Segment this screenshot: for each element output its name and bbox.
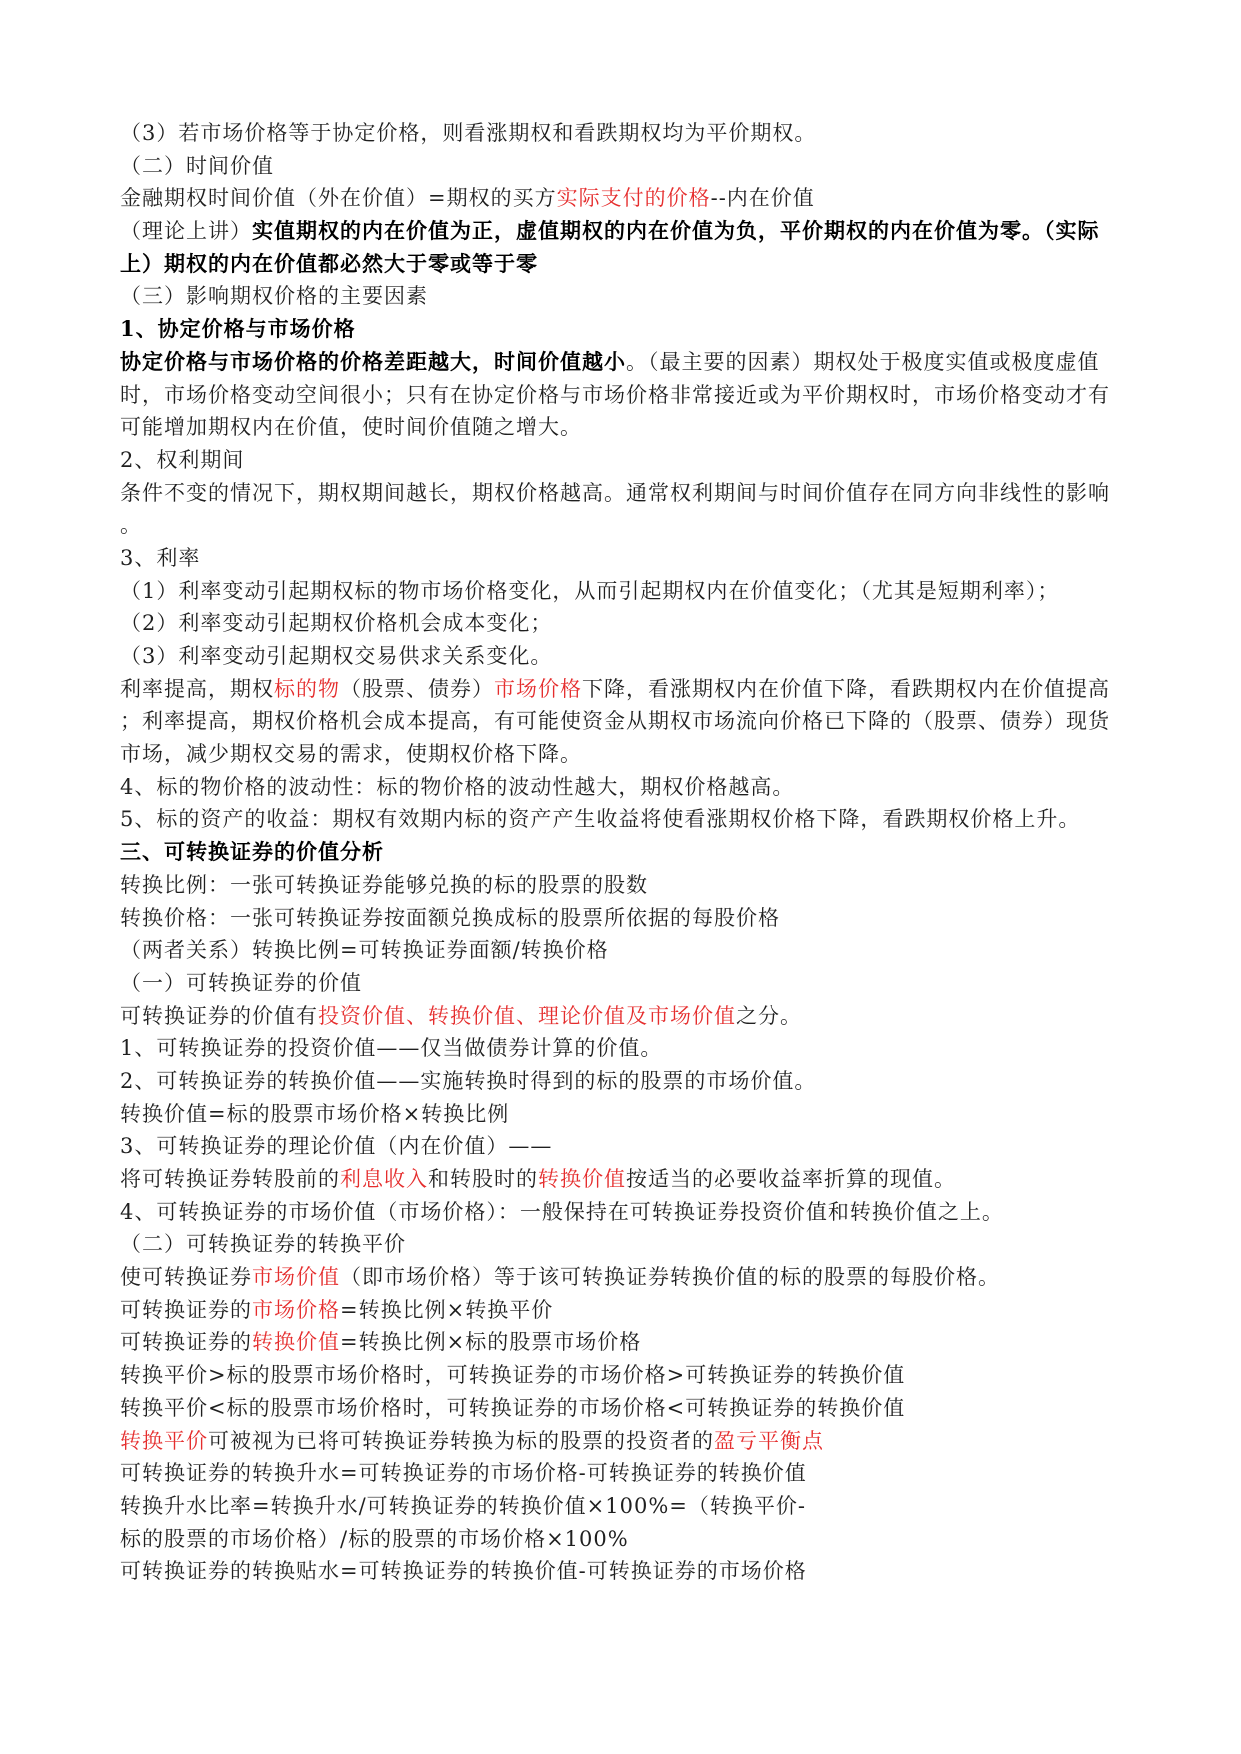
text-segment: 转换价值=标的股票市场价格×转换比例 bbox=[120, 1101, 510, 1126]
text-segment: （二）时间价值 bbox=[120, 153, 274, 178]
text-line bbox=[120, 1065, 1120, 1098]
text-segment: =转换比例×转换平价 bbox=[340, 1297, 554, 1322]
text-line bbox=[120, 182, 1120, 215]
text-segment: 2、可转换证券的转换价值——实施转换时得到的标的股票的市场价值。 bbox=[120, 1068, 817, 1093]
item-heading bbox=[120, 542, 1120, 575]
text-segment: 1、可转换证券的投资价值——仅当做债券计算的价值。 bbox=[120, 1036, 663, 1061]
text-segment: 可转换证券的转换贴水=可转换证券的转换价值-可转换证券的市场价格 bbox=[120, 1559, 807, 1584]
text-line bbox=[120, 771, 1120, 804]
text-segment: 条件不变的情况下，期权期间越长，期权价格越高。通常权利期间与时间价值存在同方向非线性的影响 bbox=[120, 480, 1110, 505]
text-segment: 使可转换证券 bbox=[120, 1265, 252, 1290]
highlighted-text: 盈亏平衡点 bbox=[714, 1428, 824, 1453]
text-line bbox=[120, 1261, 1120, 1294]
text-line bbox=[120, 477, 1120, 510]
text-segment: 之分。 bbox=[736, 1003, 802, 1028]
text-segment: 转换比例：一张可转换证券能够兑换的标的股票的股数 bbox=[120, 872, 648, 897]
text-line bbox=[120, 738, 1120, 771]
text-segment: 时，市场价格变动空间很小；只有在协定价格与市场价格非常接近或为平价期权时，市场价格变动才有 bbox=[120, 382, 1110, 407]
text-segment: --内在价值 bbox=[710, 186, 815, 211]
bold-text: 三、可转换证券的价值分析 bbox=[120, 839, 384, 865]
text-line bbox=[120, 248, 1120, 281]
subsection-heading bbox=[120, 967, 1120, 1000]
formula-line bbox=[120, 1457, 1120, 1490]
formula-line bbox=[120, 1523, 1120, 1556]
text-segment: （三）影响期权价格的主要因素 bbox=[120, 284, 428, 309]
text-line bbox=[120, 1163, 1120, 1196]
text-segment: （即市场价格）等于该可转换证券转换价值的标的股票的每股价格。 bbox=[340, 1265, 1000, 1290]
highlighted-text: 市场价格 bbox=[494, 676, 582, 701]
highlighted-text: 投资价值、转换价值、理论价值及市场价值 bbox=[318, 1003, 736, 1028]
text-segment: （1）利率变动引起期权标的物市场价格变化，从而引起期权内在价值变化；（尤其是短期利率）； bbox=[120, 578, 1060, 603]
text-line bbox=[120, 1032, 1120, 1065]
text-segment: 利率提高，期权 bbox=[120, 676, 274, 701]
text-segment: 转换价格：一张可转换证券按面额兑换成标的股票所依据的每股价格 bbox=[120, 905, 780, 930]
text-segment: 。（最主要的因素）期权处于极度实值或极度虚值 bbox=[626, 349, 1100, 374]
text-line bbox=[120, 673, 1120, 706]
text-line bbox=[120, 1130, 1120, 1163]
text-segment: （2）利率变动引起期权价格机会成本变化； bbox=[120, 611, 553, 636]
text-line bbox=[120, 215, 1120, 248]
bold-text: 协定价格与市场价格的价格差距越大，时间价值越小 bbox=[120, 348, 626, 374]
text-segment: 转换平价>标的股票市场价格时，可转换证券的市场价格>可转换证券的转换价值 bbox=[120, 1363, 906, 1388]
bold-text: 1、协定价格与市场价格 bbox=[120, 316, 356, 342]
highlighted-text: 标的物 bbox=[274, 676, 340, 701]
formula-line bbox=[120, 1326, 1120, 1359]
text-segment: 3、利率 bbox=[120, 545, 201, 570]
text-segment: 转换平价<标的股票市场价格时，可转换证券的市场价格<可转换证券的转换价值 bbox=[120, 1395, 906, 1420]
text-segment: 4、标的物价格的波动性：标的物价格的波动性越大，期权价格越高。 bbox=[120, 774, 795, 799]
text-line bbox=[120, 509, 1120, 542]
text-segment: ；利率提高，期权价格机会成本提高，有可能使资金从期权市场流向价格已下降的（股票、债券）现货 bbox=[120, 709, 1110, 734]
text-segment: 4、可转换证券的市场价值（市场价格）：一般保持在可转换证券投资价值和转换价值之上。 bbox=[120, 1199, 1004, 1224]
text-segment: 可转换证券的转换升水=可转换证券的市场价格-可转换证券的转换价值 bbox=[120, 1461, 807, 1486]
bold-text: 实值期权的内在价值为正，虚值期权的内在价值为负，平价期权的内在价值为零。（实际 bbox=[252, 218, 1100, 244]
text-segment: 下降，看涨期权内在价值下降，看跌期权内在价值提高 bbox=[582, 676, 1110, 701]
text-segment: 标的股票的市场价格）/标的股票的市场价格×100% bbox=[120, 1526, 629, 1551]
subsection-heading bbox=[120, 280, 1120, 313]
text-line bbox=[120, 607, 1120, 640]
text-line bbox=[120, 1098, 1120, 1131]
text-segment: （3）利率变动引起期权交易供求关系变化。 bbox=[120, 644, 553, 668]
text-line bbox=[120, 117, 1120, 150]
text-segment: 转换升水比率=转换升水/可转换证券的转换价值×100%=（转换平价- bbox=[120, 1493, 806, 1518]
highlighted-text: 市场价值 bbox=[252, 1265, 340, 1290]
highlighted-text: 转换平价 bbox=[120, 1428, 208, 1453]
bold-text: 上）期权的内在价值都必然大于零或等于零 bbox=[120, 250, 538, 276]
text-line bbox=[120, 379, 1120, 412]
text-line bbox=[120, 411, 1120, 444]
text-segment: =转换比例×标的股票市场价格 bbox=[340, 1330, 642, 1355]
text-line bbox=[120, 869, 1120, 902]
text-segment: 可转换证券的价值有 bbox=[120, 1003, 318, 1028]
text-segment: 可被视为已将可转换证券转换为标的股票的投资者的 bbox=[208, 1428, 714, 1453]
highlighted-text: 转换价值 bbox=[538, 1167, 626, 1191]
section-heading bbox=[120, 836, 1120, 869]
text-segment: 将可转换证券转股前的 bbox=[120, 1167, 340, 1191]
text-segment: 金融期权时间价值（外在价值）=期权的买方 bbox=[120, 186, 557, 211]
section-heading bbox=[120, 313, 1120, 346]
text-segment: （理论上讲） bbox=[120, 219, 252, 244]
highlighted-text: 市场价格 bbox=[252, 1297, 340, 1322]
text-segment: （一）可转换证券的价值 bbox=[120, 970, 362, 995]
text-segment: 可转换证券的 bbox=[120, 1297, 252, 1322]
text-line bbox=[120, 1359, 1120, 1392]
text-line bbox=[120, 902, 1120, 935]
text-segment: 3、可转换证券的理论价值（内在价值）—— bbox=[120, 1134, 553, 1159]
highlighted-text: 利息收入 bbox=[340, 1167, 428, 1191]
formula-line bbox=[120, 1294, 1120, 1327]
text-line bbox=[120, 934, 1120, 967]
text-segment: 按适当的必要收益率折算的现值。 bbox=[626, 1167, 956, 1191]
text-segment: 可转换证券的 bbox=[120, 1330, 252, 1355]
text-segment: 5、标的资产的收益：期权有效期内标的资产产生收益将使看涨期权价格下降，看跌期权价格上升。 bbox=[120, 807, 1081, 832]
text-line bbox=[120, 346, 1120, 379]
text-segment: 市场，减少期权交易的需求，使期权价格下降。 bbox=[120, 742, 582, 767]
text-line bbox=[120, 1392, 1120, 1425]
subsection-heading bbox=[120, 150, 1120, 183]
text-line bbox=[120, 803, 1120, 836]
text-segment: 和转股时的 bbox=[428, 1167, 538, 1191]
text-segment: （股票、债券） bbox=[340, 676, 494, 701]
text-segment: （两者关系）转换比例=可转换证券面额/转换价格 bbox=[120, 938, 609, 963]
text-segment: 。 bbox=[120, 513, 142, 538]
highlighted-text: 实际支付的价格 bbox=[556, 186, 711, 211]
text-segment: （3）若市场价格等于协定价格，则看涨期权和看跌期权均为平价期权。 bbox=[120, 121, 817, 145]
text-segment: （二）可转换证券的转换平价 bbox=[120, 1232, 406, 1257]
text-line bbox=[120, 575, 1120, 608]
text-line bbox=[120, 1425, 1120, 1458]
formula-line bbox=[120, 1555, 1120, 1588]
document-body bbox=[120, 117, 1120, 1588]
highlighted-text: 转换价值 bbox=[252, 1330, 340, 1355]
text-segment: 2、权利期间 bbox=[120, 447, 245, 472]
text-segment: 可能增加期权内在价值，使时间价值随之增大。 bbox=[120, 415, 582, 440]
text-line bbox=[120, 640, 1120, 673]
text-line bbox=[120, 1000, 1120, 1033]
text-line bbox=[120, 1196, 1120, 1229]
formula-line bbox=[120, 1490, 1120, 1523]
text-line bbox=[120, 705, 1120, 738]
subsection-heading bbox=[120, 1228, 1120, 1261]
item-heading bbox=[120, 444, 1120, 477]
